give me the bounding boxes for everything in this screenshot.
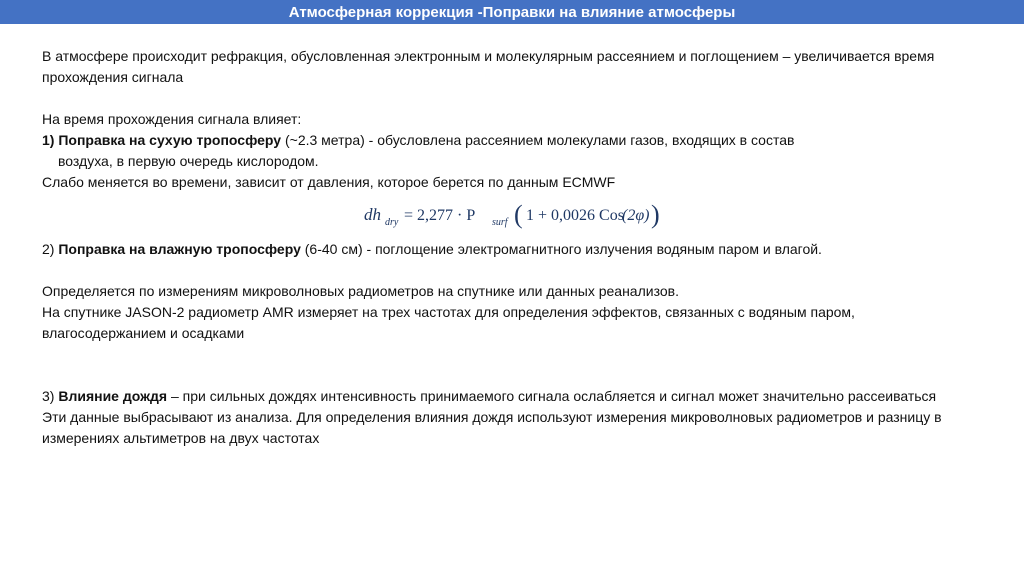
item-1-continuation: воздуха, в первую очередь кислородом. <box>58 153 319 169</box>
formula-arg: (2φ) <box>622 207 650 224</box>
slide-title-text: Атмосферная коррекция -Поправки на влияние атмосферы <box>288 3 736 21</box>
formula-body: 1 + 0,0026 Cos <box>526 207 624 224</box>
slide-title <box>0 0 1024 24</box>
slide-body <box>42 46 982 449</box>
item-2-note-1: Определяется по измерениям микроволновых радиометров на спутнике или данных реанализов. <box>42 283 679 299</box>
spacer <box>42 260 982 281</box>
spacer <box>42 365 982 386</box>
item-3-heading: Влияние дождя <box>58 388 168 404</box>
item-3-number: 3) <box>42 388 59 404</box>
item-2-text: (6-40 см) - поглощение электромагнитного излучения водяным паром и влагой. <box>300 241 822 257</box>
formula-surf: surf <box>492 217 508 228</box>
item-2-number: 2) <box>42 241 59 257</box>
spacer <box>42 344 982 365</box>
spacer <box>42 88 982 109</box>
item-3-line <box>42 386 982 407</box>
item-3-note: Эти данные выбрасывают из анализа. Для определения влияния дождя используют измерения микроволновых радиометров и разницу в измерениях альтиметров на двух частотах <box>42 409 942 446</box>
factors-intro: На время прохождения сигнала влияет: <box>42 111 302 127</box>
item-1-number: 1) <box>42 132 59 148</box>
item-1-note: Слабо меняется во времени, зависит от давления, которое берется по данным ECMWF <box>42 174 616 190</box>
item-2-note-2: На спутнике JASON-2 радиометр AMR измеряет на трех частотах для определения эффектов, связанных с водяным паром, влагосодержанием и осадками <box>42 304 855 341</box>
formula-graphic <box>362 197 662 233</box>
item-1-heading: Поправка на сухую тропосферу <box>58 132 282 148</box>
item-1-text: (~2.3 метра) - обусловлена рассеянием молекулами газов, входящих в состав <box>281 132 795 148</box>
item-2-heading: Поправка на влажную тропосферу <box>58 241 301 257</box>
item-2-line <box>42 239 982 260</box>
item-1-line <box>42 130 982 151</box>
formula-paren-open: ( <box>514 200 523 229</box>
item-3-text: – при сильных дождях интенсивность принимаемого сигнала ослабляется и сигнал может значительно рассеиваться <box>167 388 937 404</box>
formula-paren-close: ) <box>651 200 660 229</box>
dry-troposphere-formula <box>42 197 982 233</box>
formula-eq: = 2,277 · P <box>404 207 476 224</box>
formula-dry: dry <box>385 217 399 228</box>
intro-paragraph: В атмосфере происходит рефракция, обусловленная электронным и молекулярным рассеянием и поглощением – увеличивается время прохождения сигнала <box>42 48 935 85</box>
formula-dh: dh <box>364 205 381 224</box>
